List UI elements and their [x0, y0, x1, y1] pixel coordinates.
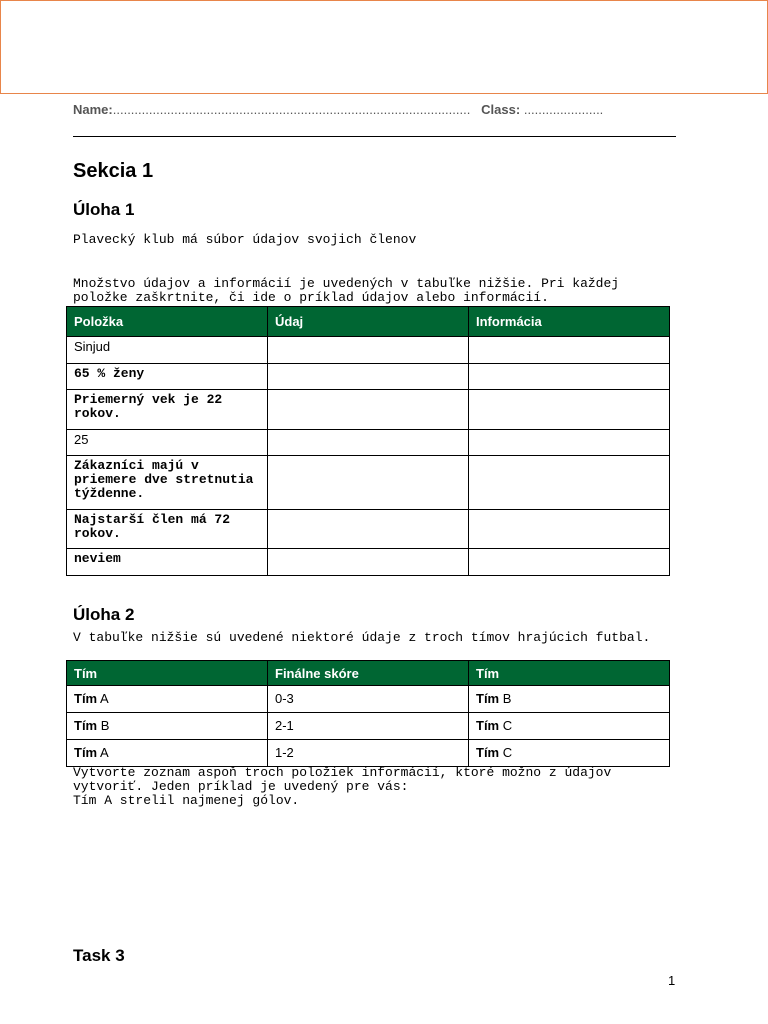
header-box: [0, 0, 768, 94]
item-cell: Priemerný vek je 22 rokov.: [67, 390, 268, 430]
task2-intro: V tabuľke nižšie sú uvedené niektoré údaje z troch tímov hrajúcich futbal.: [73, 630, 651, 645]
table-row: [67, 549, 670, 576]
information-checkbox-cell[interactable]: [469, 456, 670, 510]
task2-title: Úloha 2: [73, 605, 135, 624]
item-cell: Najstarší člen má 72 rokov.: [67, 510, 268, 549]
information-checkbox-cell[interactable]: [469, 390, 670, 430]
table-row: [67, 713, 670, 740]
col-header-information: Informácia: [469, 307, 670, 337]
task2-example: Tím A strelil najmenej gólov.: [73, 793, 300, 808]
task1-intro: Plavecký klub má súbor údajov svojich členov: [73, 232, 417, 247]
data-checkbox-cell[interactable]: [268, 337, 469, 364]
score-cell: 2-1: [268, 713, 469, 740]
data-checkbox-cell[interactable]: [268, 430, 469, 456]
team2-cell: Tím B: [469, 686, 670, 713]
table-row: [67, 390, 670, 430]
team2-cell: Tím C: [469, 740, 670, 767]
item-cell: Zákazníci majú v priemere dve stretnutia týždenne.: [67, 456, 268, 510]
data-checkbox-cell[interactable]: [268, 390, 469, 430]
information-checkbox-cell[interactable]: [469, 337, 670, 364]
data-checkbox-cell[interactable]: [268, 549, 469, 576]
team2-cell: Tím C: [469, 713, 670, 740]
item-cell: neviem: [67, 549, 268, 576]
item-cell: 65 % ženy: [67, 364, 268, 390]
team1-cell: Tím B: [67, 713, 268, 740]
col-header-data: Údaj: [268, 307, 469, 337]
table-row: [67, 510, 670, 549]
table-row: [67, 686, 670, 713]
information-checkbox-cell[interactable]: [469, 430, 670, 456]
page-number: 1: [668, 973, 676, 988]
col-header-score: Finálne skóre: [268, 661, 469, 686]
team1-cell: Tím A: [67, 686, 268, 713]
task1-title: Úloha 1: [73, 200, 135, 219]
table-row: [67, 456, 670, 510]
divider: [73, 136, 676, 137]
task1-table: [66, 306, 670, 576]
table-row: [67, 740, 670, 767]
col-header-team1: Tím: [67, 661, 268, 686]
name-label: Name:: [73, 102, 113, 117]
class-label: Class:: [481, 102, 521, 117]
task3-title: Task 3: [73, 946, 125, 965]
data-checkbox-cell[interactable]: [268, 456, 469, 510]
score-cell: 1-2: [268, 740, 469, 767]
data-checkbox-cell[interactable]: [268, 364, 469, 390]
item-cell: Sinjud: [67, 337, 268, 364]
information-checkbox-cell[interactable]: [469, 510, 670, 549]
data-checkbox-cell[interactable]: [268, 510, 469, 549]
name-field[interactable]: ...................................................................................................: [112, 102, 471, 117]
item-cell: 25: [67, 430, 268, 456]
score-cell: 0-3: [268, 686, 469, 713]
task2-table: [66, 660, 670, 767]
class-field[interactable]: ......................: [523, 102, 604, 117]
section-title: Sekcia 1: [73, 160, 154, 182]
table-row: [67, 364, 670, 390]
table-row: [67, 430, 670, 456]
table-row: [67, 337, 670, 364]
col-header-item: Položka: [67, 307, 268, 337]
task1-instructions-1: Množstvo údajov a informácií je uvedených v tabuľke nižšie. Pri každej: [73, 276, 620, 291]
information-checkbox-cell[interactable]: [469, 364, 670, 390]
name-class-line: [73, 102, 676, 117]
task2-after-2: vytvoriť. Jeden príklad je uvedený pre vás:: [73, 779, 409, 794]
col-header-team2: Tím: [469, 661, 670, 686]
task1-instructions-2: položke zaškrtnite, či ide o príklad údajov alebo informácií.: [73, 290, 549, 305]
task2-after-1: Vytvorte zoznam aspoň troch položiek informácií, ktoré možno z údajov: [73, 765, 612, 780]
team1-cell: Tím A: [67, 740, 268, 767]
information-checkbox-cell[interactable]: [469, 549, 670, 576]
